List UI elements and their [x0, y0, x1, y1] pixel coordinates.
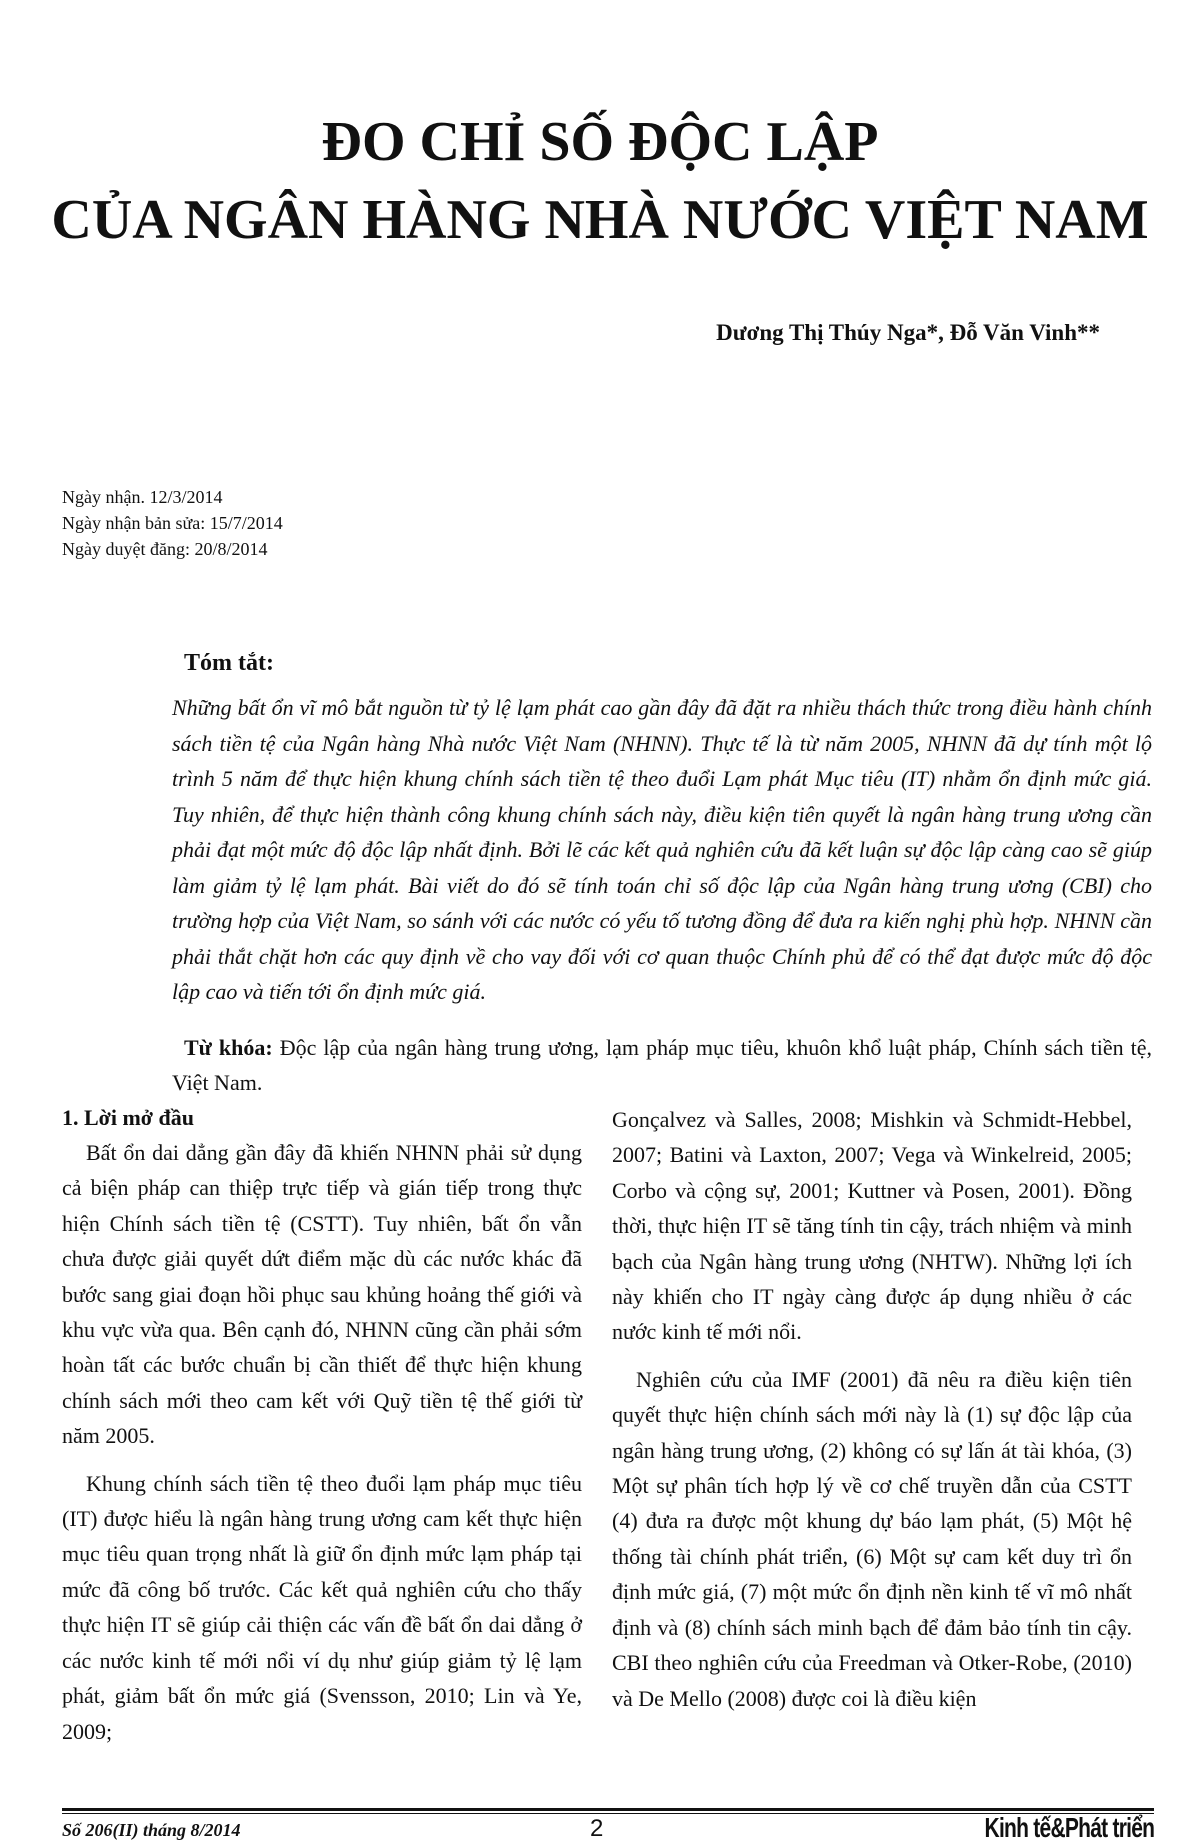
date-revised: Ngày nhận bản sửa: 15/7/2014 [62, 513, 283, 533]
article-dates [62, 484, 283, 562]
article-title-line-1: ĐO CHỈ SỐ ĐỘC LẬP [321, 111, 879, 173]
keywords-label: Từ khóa: [184, 1035, 273, 1060]
article-title-line-2: CỦA NGÂN HÀNG NHÀ NƯỚC VIỆT NAM [51, 189, 1149, 251]
date-accepted: Ngày duyệt đăng: 20/8/2014 [62, 539, 268, 559]
journal-logo: Kinh tế&Phát triển [984, 1812, 1154, 1843]
abstract-text: Những bất ổn vĩ mô bắt nguồn từ tỷ lệ lạm phát cao gần đây đã đặt ra nhiều thách thức trong điều hành chính sách tiền tệ của Ngân hàng Nhà nước Việt Nam (NHNN). Thực tế là từ năm 2005, NHNN đã dự tính một lộ trình 5 năm để thực hiện khung chính sách tiền tệ theo đuổi Lạm phát Mục tiêu (IT) nhằm ổn định mức giá. Tuy nhiên, để thực hiện thành công khung chính sách này, điều kiện tiên quyết là ngân hàng trung ương cần phải đạt một mức độ độc lập nhất định. Bởi lẽ các kết quả nghiên cứu đã kết luận sự độc lập càng cao sẽ giúp làm giảm tỷ lệ lạm phát. Bài viết do đó sẽ tính toán chỉ số độc lập của Ngân hàng trung ương (CBI) cho trường hợp của Việt Nam, so sánh với các nước có yếu tố tương đồng để đưa ra kiến nghị phù hợp. NHNN cần phải thắt chặt hơn các quy định về cho vay đối với cơ quan thuộc Chính phủ để có thể đạt được mức độ độc lập cao và tiến tới ổn định mức giá. [172, 695, 1152, 1004]
paragraph: Bất ổn dai dẳng gần đây đã khiến NHNN phải sử dụng cả biện pháp can thiệp trực tiếp và gián tiếp trong thực hiện Chính sách tiền tệ (CSTT). Tuy nhiên, bất ổn vẫn chưa được giải quyết dứt điểm mặc dù các nước khác đã bước sang giai đoạn hồi phục sau khủng hoảng thế giới và khu vực vừa qua. Bên cạnh đó, NHNN cũng cần phải sớm hoàn tất các bước chuẩn bị cần thiết để thực hiện khung chính sách mới theo cam kết với Quỹ tiền tệ thế giới từ năm 2005. [62, 1140, 582, 1449]
column-left [62, 1100, 582, 1761]
authors: Dương Thị Thúy Nga*, Đỗ Văn Vinh** [716, 320, 1100, 345]
keywords [172, 1030, 1152, 1100]
keywords-text: Độc lập của ngân hàng trung ương, lạm pháp mục tiêu, khuôn khổ luật pháp, Chính sách tiền tệ, Việt Nam. [172, 1035, 1152, 1095]
abstract-heading: Tóm tắt: [184, 650, 274, 676]
section-heading: 1. Lời mở đầu [62, 1105, 194, 1130]
column-right [612, 1102, 1132, 1728]
paragraph: Gonçalvez và Salles, 2008; Mishkin và Schmidt-Hebbel, 2007; Batini và Laxton, 2007; Vega và Winkelreid, 2005; Corbo và cộng sự, 2001; Kuttner và Posen, 2001). Đồng thời, thực hiện IT sẽ tăng tính tin cậy, trách nhiệm và minh bạch của Ngân hàng trung ương (NHTW). Những lợi ích này khiến cho IT ngày càng được áp dụng nhiều ở các nước kinh tế mới nổi. [612, 1107, 1132, 1345]
paragraph: Khung chính sách tiền tệ theo đuổi lạm pháp mục tiêu (IT) được hiểu là ngân hàng trung ương cam kết thực hiện mục tiêu quan trọng nhất là giữ ổn định mức lạm pháp tại mức đã công bố trước. Các kết quả nghiên cứu cho thấy thực hiện IT sẽ giúp cải thiện các vấn đề bất ổn dai dẳng ở các nước kinh tế mới nổi ví dụ như giúp giảm tỷ lệ lạm phát, giảm bất ổn mức giá (Svensson, 2010; Lin và Ye, 2009; [62, 1470, 582, 1744]
page-number: 2 [590, 1815, 604, 1842]
paragraph: Nghiên cứu của IMF (2001) đã nêu ra điều kiện tiên quyết thực hiện chính sách mới này là (1) sự độc lập của ngân hàng trung ương, (2) không có sự lấn át tài khóa, (3) Một sự phân tích hợp lý về cơ chế truyền dẫn của CSTT (4) đưa ra được một khung dự báo lạm phát, (5) Một hệ thống tài chính phát triển, (6) Một sự cam kết duy trì ổn định mức giá, (7) một mức ổn định nền kinh tế vĩ mô nhất định và (8) chính sách minh bạch để đảm bảo tính tin cậy. CBI theo nghiên cứu của Freedman và Otker-Robe, (2010) và De Mello (2008) được coi là điều kiện [612, 1366, 1132, 1711]
footer-rule [62, 1808, 1154, 1811]
issue-number: Số 206(II) tháng 8/2014 [62, 1820, 241, 1840]
date-received: Ngày nhận. 12/3/2014 [62, 487, 223, 507]
